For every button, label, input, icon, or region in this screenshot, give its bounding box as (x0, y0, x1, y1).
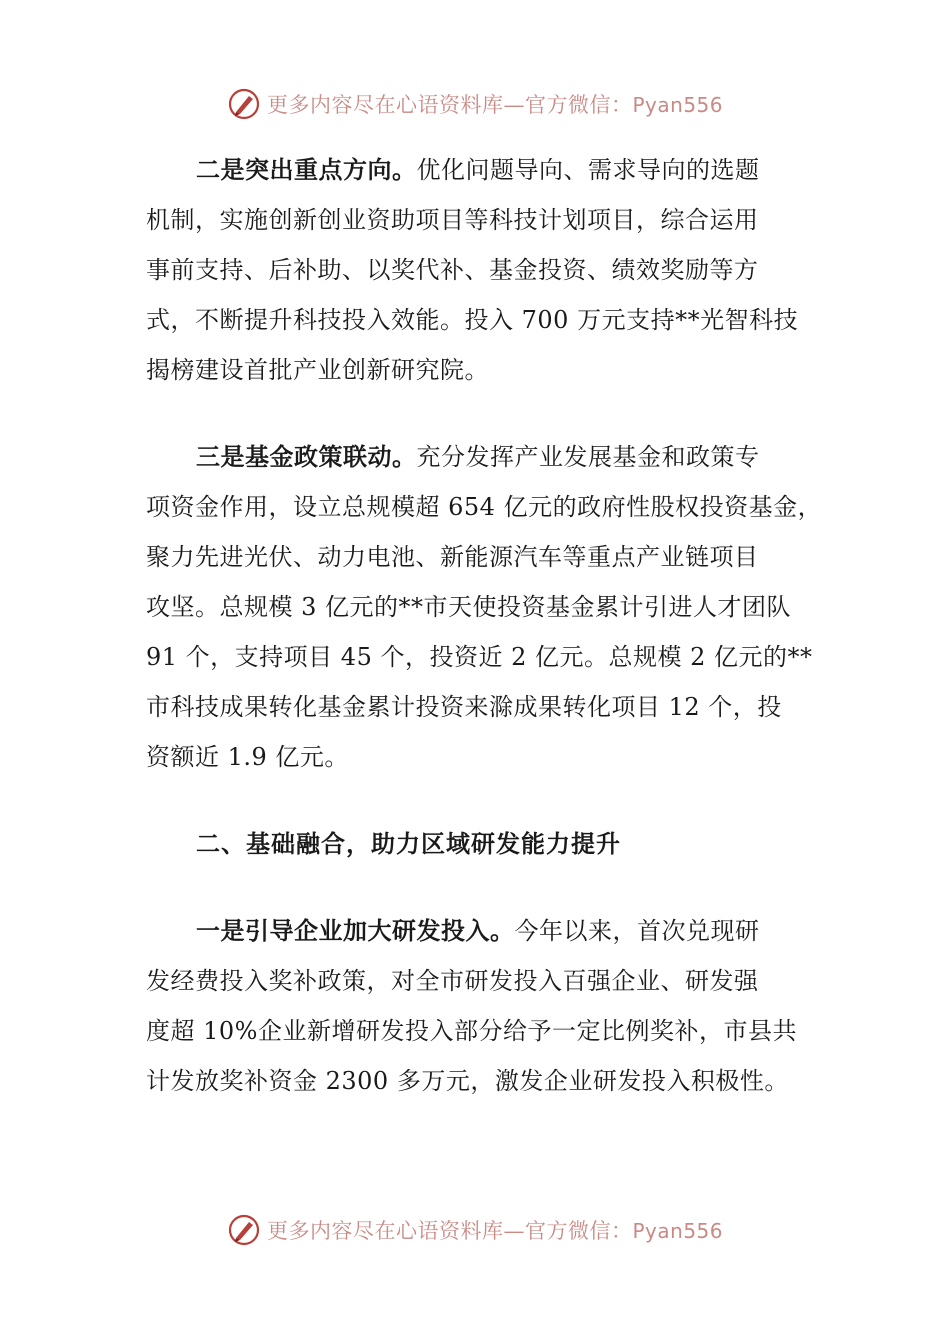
watermark-header (0, 82, 950, 126)
paragraph-lead: 二是突出重点方向。 (196, 156, 417, 184)
paragraph-rd-investment (146, 906, 826, 1106)
paragraph-line: 资额近 1.9 亿元。 (146, 743, 349, 771)
document-body (146, 145, 826, 1106)
paragraph-line: 发经费投入奖补政策，对全市研发投入百强企业、研发强 (146, 967, 759, 995)
paragraph-line: 事前支持、后补助、以奖代补、基金投资、绩效奖励等方 (146, 256, 759, 284)
paragraph-focus-direction (146, 145, 826, 395)
paragraph-line: 揭榜建设首批产业创新研究院。 (146, 356, 489, 384)
paragraph-line: 度超 10%企业新增研发投入部分给予一定比例奖补，市县共 (146, 1017, 797, 1045)
pen-logo-icon (227, 87, 261, 121)
paragraph-line: 市科技成果转化基金累计投资来滁成果转化项目 12 个，投 (146, 693, 782, 721)
section-heading: 二、基础融合，助力区域研发能力提升 (196, 830, 621, 858)
watermark-footer (0, 1208, 950, 1252)
paragraph-first-line: 二是突出重点方向。优化问题导向、需求导向的选题 (196, 156, 760, 184)
paragraph-lead: 三是基金政策联动。 (196, 443, 417, 471)
pen-logo-icon (227, 1213, 261, 1247)
paragraph-first-line: 一是引导企业加大研发投入。今年以来，首次兑现研 (196, 917, 760, 945)
paragraph-line: 攻坚。总规模 3 亿元的**市天使投资基金累计引进人才团队 (146, 593, 792, 621)
paragraph-line: 聚力先进光伏、动力电池、新能源汽车等重点产业链项目 (146, 543, 759, 571)
paragraph-line: 机制，实施创新创业资助项目等科技计划项目，综合运用 (146, 206, 759, 234)
paragraph-line: 计发放奖补资金 2300 多万元，激发企业研发投入积极性。 (146, 1067, 789, 1095)
paragraph-first-line: 三是基金政策联动。充分发挥产业发展基金和政策专 (196, 443, 760, 471)
paragraph-line: 式，不断提升科技投入效能。投入 700 万元支持**光智科技 (146, 306, 799, 334)
watermark-text: 更多内容尽在心语资料库—官方微信：Pyan556 (266, 93, 723, 117)
paragraph-line: 91 个，支持项目 45 个，投资近 2 亿元。总规模 2 亿元的** (146, 643, 813, 671)
paragraph-lead: 一是引导企业加大研发投入。 (196, 917, 515, 945)
watermark-text: 更多内容尽在心语资料库—官方微信：Pyan556 (266, 1219, 723, 1243)
paragraph-line: 项资金作用，设立总规模超 654 亿元的政府性股权投资基金， (146, 493, 823, 521)
paragraph-fund-policy (146, 432, 826, 782)
